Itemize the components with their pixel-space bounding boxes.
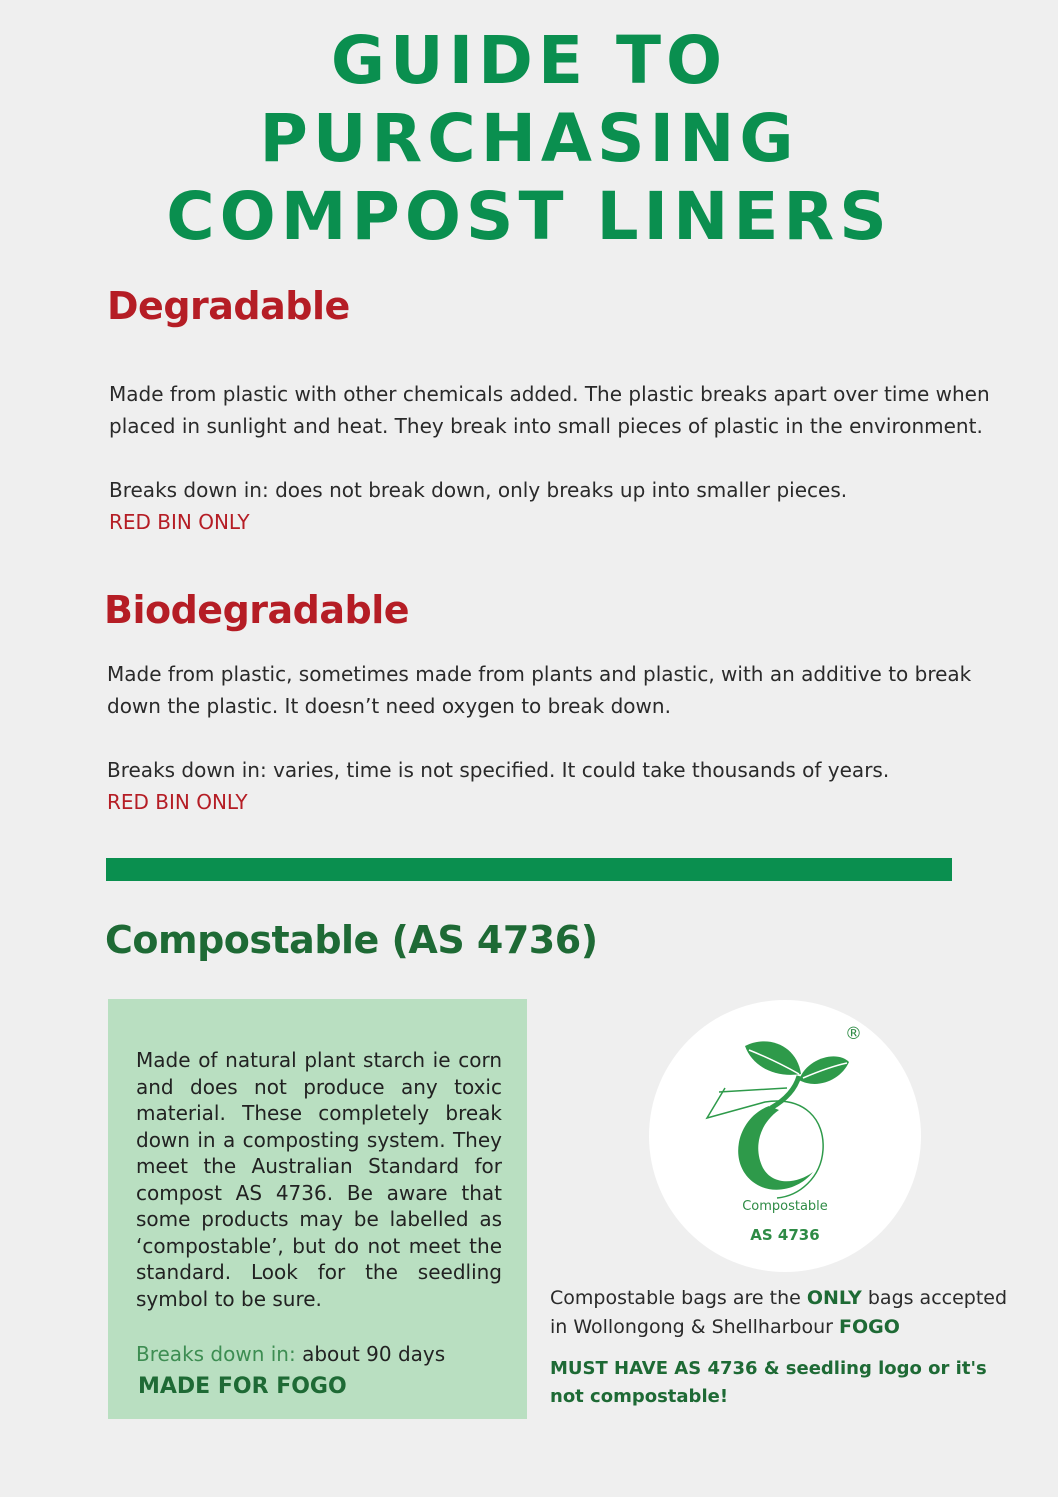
degradable-description-line-2: placed in sunlight and heat. They break into small pieces of plastic in the environment. <box>109 414 983 438</box>
compostable-info-card <box>108 999 527 1419</box>
biodegradable-heading: Biodegradable <box>104 588 409 632</box>
compostable-heading: Compostable (AS 4736) <box>105 918 598 962</box>
logo-warning: MUST HAVE AS 4736 & seedling logo or it's not compostable! <box>550 1358 987 1407</box>
degradable-description <box>109 378 1009 442</box>
degradable-bin-note: RED BIN ONLY <box>109 510 250 534</box>
degradable-description-line-1: Made from plastic with other chemicals added. The plastic breaks apart over time when <box>109 382 990 406</box>
biodegradable-description-line-2: down the plastic. It doesn’t need oxygen to break down. <box>107 694 671 718</box>
breaks-down-label: Breaks down in: <box>136 1342 296 1366</box>
title-line-1: GUIDE TO <box>330 22 728 99</box>
degradable-heading: Degradable <box>107 284 350 328</box>
biodegradable-description <box>107 658 1007 722</box>
section-divider <box>106 858 952 881</box>
seedling-logo <box>649 1000 921 1272</box>
fogo-emphasis: FOGO <box>839 1316 900 1338</box>
biodegradable-description-line-1: Made from plastic, sometimes made from plants and plastic, with an additive to break <box>107 662 972 686</box>
accepted-text-b: bags accepted in Wollongong & Shellharbour <box>550 1287 1008 1338</box>
logo-compostable-label: Compostable <box>742 1199 828 1214</box>
biodegradable-bin-note: RED BIN ONLY <box>107 790 248 814</box>
page-title <box>0 22 1058 256</box>
title-line-3: COMPOST LINERS <box>166 178 892 255</box>
made-for-fogo: MADE FOR FOGO <box>138 1374 347 1399</box>
only-emphasis: ONLY <box>806 1287 862 1309</box>
biodegradable-breaks-down: Breaks down in: varies, time is not specified. It could take thousands of years. <box>107 758 890 782</box>
accepted-bags-note <box>550 1284 1020 1342</box>
degradable-breaks-down: Breaks down in: does not break down, only breaks up into smaller pieces. <box>109 478 848 502</box>
compostable-description: Made of natural plant starch ie corn and does not produce any toxic material. These completely break down in a composting system. They meet the Australian Standard for compost AS 4736. Be aware that some products may be labelled as ‘compostable’, but do not meet the standard. Look for the seedling symbol to be sure. <box>136 1048 502 1311</box>
registered-mark: ® <box>845 1024 862 1044</box>
compostable-breaks-down <box>136 1342 445 1366</box>
breaks-down-value: about 90 days <box>302 1342 446 1366</box>
logo-standard-label: AS 4736 <box>750 1226 820 1244</box>
title-line-2: PURCHASING <box>259 100 799 177</box>
accepted-text-a: Compostable bags are the <box>550 1287 801 1309</box>
